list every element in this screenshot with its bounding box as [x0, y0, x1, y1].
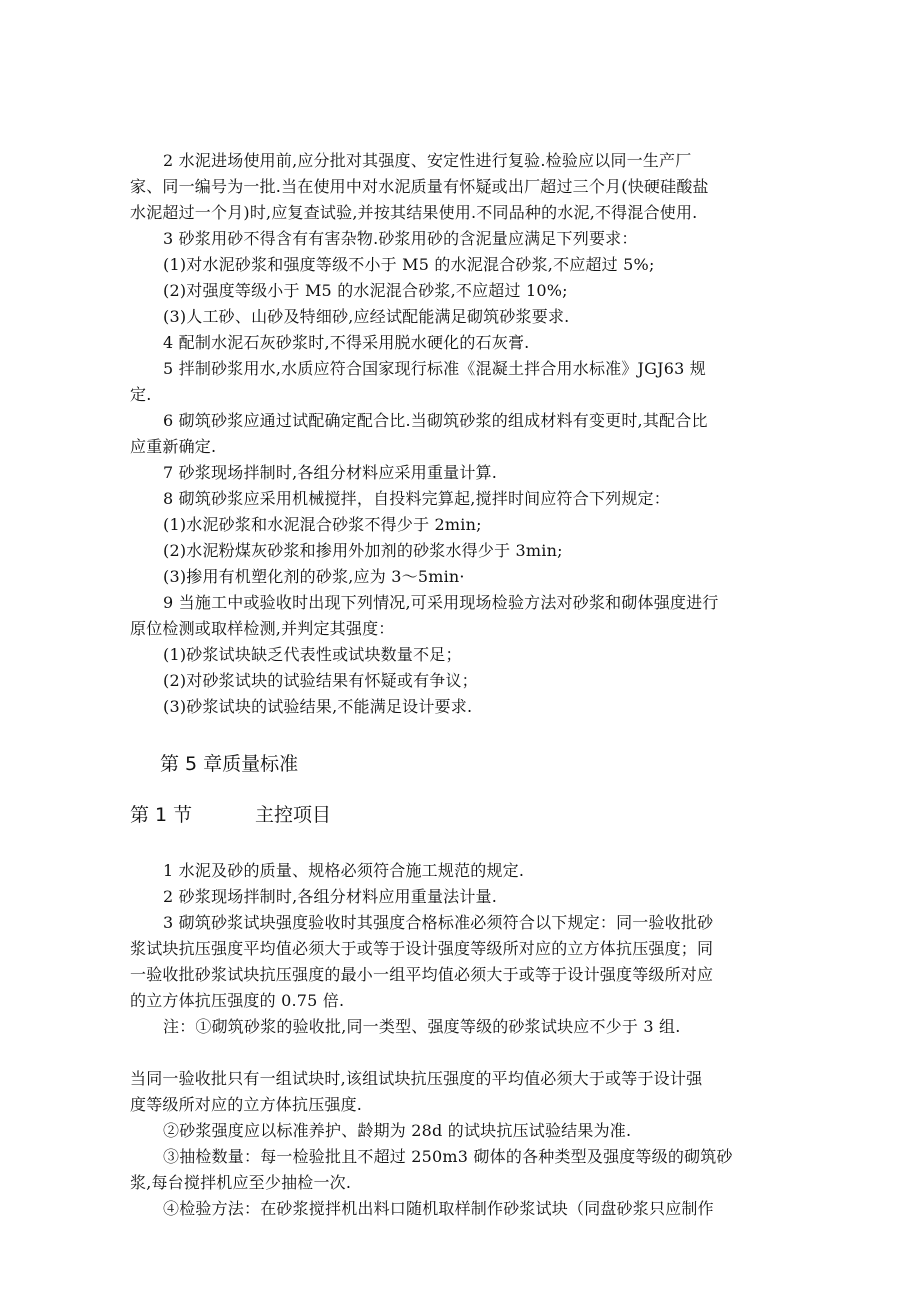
paragraph-line: 浆,每台搅拌机应至少抽检一次. — [130, 1173, 352, 1192]
note-line: ③抽检数量：每一检验批且不超过 250m3 砌体的各种类型及强度等级的砌筑砂 — [163, 1147, 733, 1166]
section-number: 第 1 节 — [130, 804, 193, 826]
list-item: (3)砂浆试块的试验结果,不能满足设计要求. — [163, 697, 473, 716]
note-line: ④检验方法：在砂浆搅拌机出料口随机取样制作砂浆试块（同盘砂浆只应制作 — [163, 1199, 714, 1218]
list-item: (1)对水泥砂浆和强度等级不小于 M5 的水泥混合砂浆,不应超过 5%; — [163, 255, 655, 274]
paragraph-line: 5 拌制砂浆用水,水质应符合国家现行标准《混凝土拌合用水标准》JGJ63 规 — [163, 359, 707, 378]
paragraph-line: 定. — [130, 385, 152, 404]
list-item: (1)砂浆试块缺乏代表性或试块数量不足； — [163, 645, 462, 664]
list-item: (3)人工砂、山砂及特细砂,应经试配能满足砌筑砂浆要求. — [163, 307, 570, 326]
list-item: (3)掺用有机塑化剂的砂浆,应为 3～5min· — [163, 567, 465, 586]
paragraph-line: 3 砌筑砂浆试块强度验收时其强度合格标准必须符合以下规定：同一验收批砂 — [163, 913, 714, 932]
paragraph-line: 水泥超过一个月)时,应复查试验,并按其结果使用.不同品种的水泥,不得混合使用. — [130, 203, 698, 222]
paragraph-line: 浆试块抗压强度平均值必须大于或等于设计强度等级所对应的立方体抗压强度；同 — [130, 939, 714, 958]
list-item: (2)对砂浆试块的试验结果有怀疑或有争议； — [163, 671, 478, 690]
paragraph-line: 当同一验收批只有一组试块时,该组试块抗压强度的平均值必须大于或等于设计强 — [130, 1069, 703, 1088]
section-title: 主控项目 — [255, 804, 332, 826]
paragraph-line: 度等级所对应的立方体抗压强度. — [130, 1095, 363, 1114]
paragraph-line: 的立方体抗压强度的 0.75 倍. — [130, 991, 345, 1010]
note-line: ②砂浆强度应以标准养护、龄期为 28d 的试块抗压试验结果为准. — [163, 1121, 632, 1140]
paragraph-line: 原位检测或取样检测,并判定其强度： — [130, 619, 395, 638]
paragraph-line: 3 砂浆用砂不得含有有害杂物.砂浆用砂的含泥量应满足下列要求： — [163, 229, 638, 248]
paragraph-line: 8 砌筑砂浆应采用机械搅拌，自投料完算起,搅拌时间应符合下列规定： — [163, 489, 670, 508]
paragraph-line: 6 砌筑砂浆应通过试配确定配合比.当砌筑砂浆的组成材料有变更时,其配合比 — [163, 411, 708, 430]
list-item: (2)对强度等级小于 M5 的水泥混合砂浆,不应超过 10%; — [163, 281, 568, 300]
list-item: (2)水泥粉煤灰砂浆和掺用外加剂的砂浆水得少于 3min; — [163, 541, 563, 560]
paragraph-line: 2 水泥进场使用前,应分批对其强度、安定性进行复验.检验应以同一生产厂 — [163, 151, 692, 170]
paragraph-line: 4 配制水泥石灰砂浆时,不得采用脱水硬化的石灰膏. — [163, 333, 530, 352]
paragraph-line: 7 砂浆现场拌制时,各组分材料应采用重量计算. — [163, 463, 498, 482]
paragraph-line: 9 当施工中或验收时出现下列情况,可采用现场检验方法对砂浆和砌体强度进行 — [163, 593, 719, 612]
paragraph-line: 家、同一编号为一批.当在使用中对水泥质量有怀疑或出厂超过三个月(快硬硅酸盐 — [130, 177, 709, 196]
paragraph-line: 1 水泥及砂的质量、规格必须符合施工规范的规定. — [163, 861, 525, 880]
paragraph-line: 一验收批砂浆试块抗压强度的最小一组平均值必须大于或等于设计强度等级所对应 — [130, 965, 714, 984]
paragraph-line: 应重新确定. — [130, 437, 217, 456]
chapter-heading: 第 5 章质量标准 — [160, 753, 299, 775]
note-line: 注：①砌筑砂浆的验收批,同一类型、强度等级的砂浆试块应不少于 3 组. — [163, 1017, 681, 1036]
paragraph-line: 2 砂浆现场拌制时,各组分材料应用重量法计量. — [163, 887, 498, 906]
list-item: (1)水泥砂浆和水泥混合砂浆不得少于 2min; — [163, 515, 482, 534]
